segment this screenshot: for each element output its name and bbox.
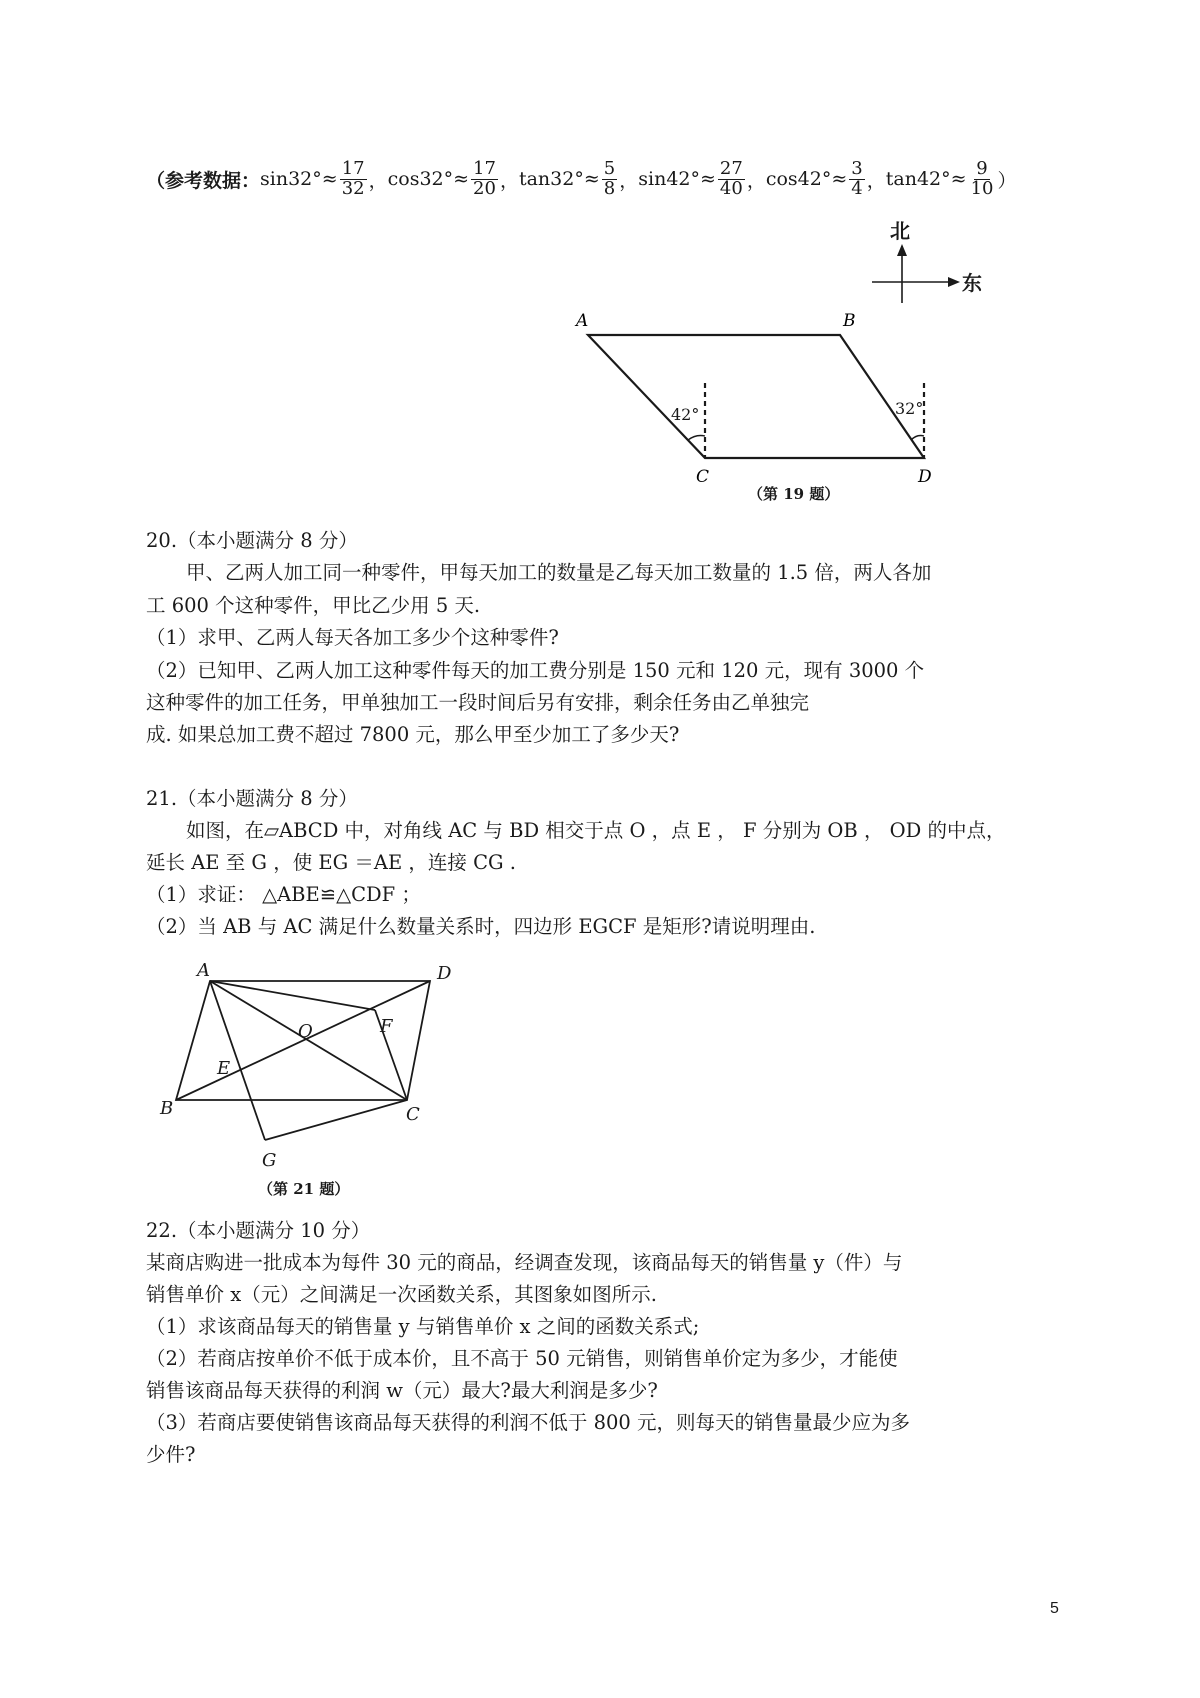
point-g-21: G: [262, 1150, 277, 1171]
point-o-21: O: [298, 1021, 313, 1042]
q20-line-6: 成. 如果总加工费不超过 7800 元，那么甲至少加工了多少天?: [146, 723, 680, 746]
ref-fn-sin32: sin32°: [260, 168, 322, 191]
q22-line-6: （3）若商店要使销售该商品每天获得的利润不低于 800 元，则每天的销售量最少应为多: [146, 1411, 911, 1434]
q21-line-2: 延长 AE 至 G ，使 EG ＝AE ，连接 CG .: [146, 851, 517, 874]
parallelogram-abdc: [588, 335, 924, 458]
reference-data: （参考数据： sin32° ≈ $\frac{17}{32}$ ， cos32° ≈ $\frac{17}{20}$ ， tan32° ≈ $\frac{5}{8}$ ， sin42° ≈ $\frac{27}{40}$ ， cos42° ≈ $\frac{3}{4}$ ， tan42° ≈ $\frac{9}{10}$ ）: [146, 158, 1017, 199]
point-e-21: E: [217, 1058, 231, 1079]
compass-icon: [872, 244, 960, 303]
ref-frac-cos42: $\frac{3}{4}$: [851, 158, 863, 199]
approx-sign: ≈: [831, 168, 848, 191]
point-d: D: [918, 467, 932, 487]
figure-19-caption: （第 19 题）: [748, 485, 840, 503]
ref-fn-cos32: cos32°: [387, 168, 454, 191]
point-f-21: F: [380, 1016, 393, 1037]
ref-frac-sin32: $\frac{17}{32}$: [341, 158, 365, 199]
figure-19: [0, 0, 1200, 520]
q22-line-3: （1）求该商品每天的销售量 y 与销售单价 x 之间的函数关系式;: [146, 1315, 700, 1338]
point-a-21: A: [197, 960, 210, 981]
q22-line-1: 某商店购进一批成本为每件 30 元的商品，经调查发现，该商品每天的销售量 y（件）与: [146, 1251, 903, 1274]
q21-line-1: 如图，在▱ABCD 中，对角线 AC 与 BD 相交于点 O ，点 E ， F 分别为 OB ， OD 的中点，: [186, 819, 1006, 842]
point-b-21: B: [160, 1098, 174, 1119]
ref-frac-tan42: $\frac{9}{10}$: [970, 158, 994, 199]
figure-21: [0, 950, 520, 1230]
approx-sign: ≈: [950, 168, 967, 191]
point-d-21: D: [437, 963, 452, 984]
point-c: C: [696, 467, 710, 487]
approx-sign: ≈: [321, 168, 338, 191]
q22-heading: 22.（本小题满分 10 分）: [146, 1219, 371, 1242]
ref-fn-sin42: sin42°: [638, 168, 700, 191]
ref-frac-cos32: $\frac{17}{20}$: [473, 158, 496, 199]
q20-heading: 20.（本小题满分 8 分）: [146, 529, 358, 552]
q22-line-2: 销售单价 x（元）之间满足一次函数关系，其图象如图所示.: [146, 1283, 657, 1306]
approx-sign: ≈: [700, 168, 716, 191]
q22-line-4: （2）若商店按单价不低于成本价，且不高于 50 元销售，则销售单价定为多少，才能使: [146, 1347, 898, 1370]
angle-arc-d: [911, 436, 924, 441]
approx-sign: ≈: [453, 168, 470, 191]
point-c-21: C: [406, 1104, 420, 1125]
q22-line-7: 少件?: [146, 1443, 196, 1466]
q22-line-5: 销售该商品每天获得的利润 w（元）最大?最大利润是多少?: [146, 1379, 658, 1402]
q21-line-4: （2）当 AB 与 AC 满足什么数量关系时，四边形 EGCF 是矩形?请说明理由.: [146, 915, 816, 938]
approx-sign: ≈: [583, 168, 600, 191]
q21-heading: 21.（本小题满分 8 分）: [146, 787, 358, 810]
angle-label-c: 42°: [671, 405, 700, 424]
q20-line-2: 工 600 个这种零件，甲比乙少用 5 天.: [146, 594, 481, 617]
point-b: B: [843, 311, 856, 331]
q20-line-1: 甲、乙两人加工同一种零件，甲每天加工的数量是乙每天加工数量的 1.5 倍，两人各加: [186, 561, 932, 584]
figure-21-caption: （第 21 题）: [258, 1180, 350, 1198]
reference-suffix: ）: [997, 169, 1017, 192]
ref-frac-sin42: $\frac{27}{40}$: [719, 158, 743, 199]
ref-frac-tan32: $\frac{5}{8}$: [603, 158, 616, 199]
q20-line-5: 这种零件的加工任务，甲单独加工一段时间后另有安排，剩余任务由乙单独完: [146, 691, 810, 714]
q21-line-3: （1）求证： △ABE≌△CDF ；: [146, 883, 421, 906]
ref-fn-cos42: cos42°: [765, 168, 832, 191]
q20-line-3: （1）求甲、乙两人每天各加工多少个这种零件?: [146, 626, 559, 649]
angle-label-d: 32°: [895, 399, 924, 418]
point-a: A: [576, 311, 589, 331]
ref-fn-tan42: tan42°: [885, 168, 951, 191]
angle-arc-c: [688, 436, 705, 441]
compass-north: 北: [890, 219, 910, 243]
compass-east: 东: [962, 271, 982, 295]
segment-gc: [265, 1100, 407, 1140]
ref-fn-tan32: tan32°: [518, 168, 584, 191]
q20-line-4: （2）已知甲、乙两人加工这种零件每天的加工费分别是 150 元和 120 元，现有 3000 个: [146, 659, 925, 682]
reference-prefix: （参考数据：: [146, 169, 261, 192]
